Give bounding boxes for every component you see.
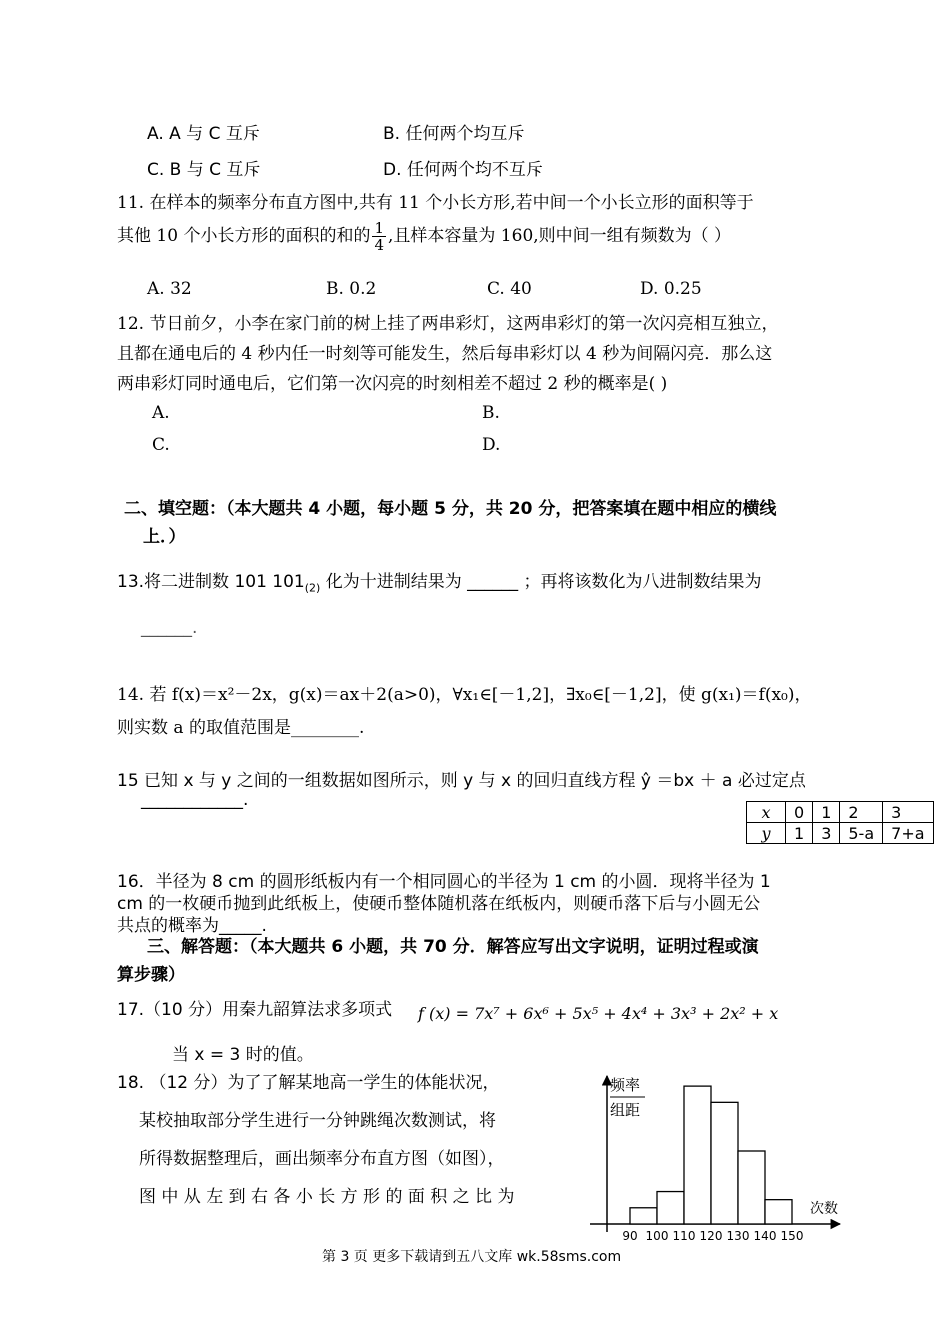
histogram-bar-140-150	[765, 1200, 792, 1224]
q10-option-b: B. 任何两个均互斥	[383, 124, 525, 144]
q12-option-a: A.	[152, 403, 170, 423]
q12-option-b: B.	[482, 403, 500, 423]
x-tick-label: 150	[780, 1229, 804, 1243]
q10-option-c: C. B 与 C 互斥	[147, 160, 261, 180]
histogram-bar-130-140	[738, 1151, 765, 1224]
page-footer: 第 3 页 更多下载请到五八文库 wk.58sms.com	[322, 1249, 622, 1265]
q11-line2: 其他 10 个小长方形的面积的和的 $\frac{1}{4}$ ,且样本容量为 160,则中间一组有频数为（ ）	[117, 219, 732, 254]
q15-data-table	[746, 801, 934, 844]
q10-option-d: D. 任何两个均不互斥	[383, 160, 543, 180]
section2-heading-line1: 二、填空题：（本大题共 4 小题，每小题 5 分，共 20 分，把答案填在题中相应的横线	[124, 499, 777, 519]
table-row: x 0 1 2 3	[747, 802, 934, 823]
q11-option-d: D. 0.25	[640, 279, 702, 299]
x-tick-label: 110	[672, 1229, 696, 1243]
q18-line1: 18. （12 分）为了了解某地高一学生的体能状况，	[117, 1073, 500, 1093]
q17-line1: 17.（10 分）用秦九韶算法求多项式	[117, 1000, 393, 1020]
section3-heading-line1: 三、解答题：（本大题共 6 小题，共 70 分．解答应写出文字说明，证明过程或演	[147, 937, 759, 957]
frequency-histogram	[585, 1068, 850, 1248]
q14-line1: 14. 若 f(x)＝x²－2x，g(x)＝ax＋2(a>0)，∀x₁∈[－1,2]，∃x₀∈[－1,2]，使 g(x₁)＝f(x₀)，	[117, 685, 812, 705]
q15-line1: 15 已知 x 与 y 之间的一组数据如图所示，则 y 与 x 的回归直线方程 ŷ ＝bx ＋ a 必过定点	[117, 771, 806, 791]
histogram-bar-120-130	[711, 1102, 738, 1224]
q17-line2: 当 x = 3 时的值。	[172, 1045, 314, 1065]
q12-line2: 且都在通电后的 4 秒内任一时刻等可能发生，然后每串彩灯以 4 秒为间隔闪亮．那么这	[117, 344, 773, 364]
q14-line2: 则实数 a 的取值范围是________.	[117, 718, 365, 738]
q18-line3: 所得数据整理后，画出频率分布直方图（如图），	[139, 1149, 505, 1169]
q13-line1: 13.将二进制数 101 $101_{(2)}$ 化为十进制结果为 ______ ；再将该数化为八进制数结果为	[117, 572, 762, 595]
histogram-bar-110-120	[684, 1086, 711, 1224]
q11-option-a: A. 32	[147, 279, 192, 299]
y-label-bottom: 组距	[610, 1101, 641, 1119]
table-row: y 1 3 5-a 7+a	[747, 823, 934, 844]
q12-option-d: D.	[482, 435, 501, 455]
x-label: 次数	[810, 1201, 838, 1217]
q16-line3: 共点的概率为_____.	[117, 916, 267, 936]
x-tick-label: 130	[726, 1229, 750, 1243]
q16-line1: 16．半径为 8 cm 的圆形纸板内有一个相同圆心的半径为 1 cm 的小圆．现将半径为 1	[117, 872, 771, 892]
q12-line3: 两串彩灯同时通电后，它们第一次闪亮的时刻相差不超过 2 秒的概率是( )	[117, 374, 668, 394]
q11-option-b: B. 0.2	[326, 279, 377, 299]
section3-heading-line2: 算步骤）	[117, 965, 185, 985]
histogram-bar-100-110	[657, 1192, 684, 1224]
histogram-tick-labels	[622, 1229, 803, 1243]
q11-line1: 11. 在样本的频率分布直方图中,共有 11 个小长方形,若中间一个小长立形的面积等于	[117, 193, 754, 213]
y-label-top: 频率	[610, 1076, 641, 1094]
q11-option-c: C. 40	[487, 279, 532, 299]
q15-blank: ____________.	[141, 790, 249, 810]
q11-fraction: $\frac{1}{4}$	[374, 219, 384, 254]
x-tick-label: 100	[645, 1229, 669, 1243]
q16-line2: cm 的一枚硬币抛到此纸板上，使硬币整体随机落在纸板内，则硬币落下后与小圆无公	[117, 894, 761, 914]
q18-line2: 某校抽取部分学生进行一分钟跳绳次数测试，将	[139, 1111, 496, 1131]
x-tick-label: 90	[622, 1229, 638, 1243]
q13-blank: ______.	[141, 618, 198, 638]
x-tick-label: 120	[699, 1229, 723, 1243]
q17-formula: f (x) = 7x⁷ + 6x⁶ + 5x⁵ + 4x⁴ + 3x³ + 2x² + x	[418, 1004, 779, 1023]
q18-line4: 图 中 从 左 到 右 各 小 长 方 形 的 面 积 之 比 为	[139, 1187, 515, 1207]
histogram-bar-90-100	[630, 1208, 657, 1224]
q12-option-c: C.	[152, 435, 170, 455]
q12-line1: 12. 节日前夕，小李在家门前的树上挂了两串彩灯，这两串彩灯的第一次闪亮相互独立，	[117, 314, 779, 334]
histogram-bars	[630, 1086, 792, 1224]
section2-heading-line2: 上．）	[143, 527, 186, 547]
q10-option-a: A. A 与 C 互斥	[147, 124, 260, 144]
x-tick-label: 140	[753, 1229, 777, 1243]
